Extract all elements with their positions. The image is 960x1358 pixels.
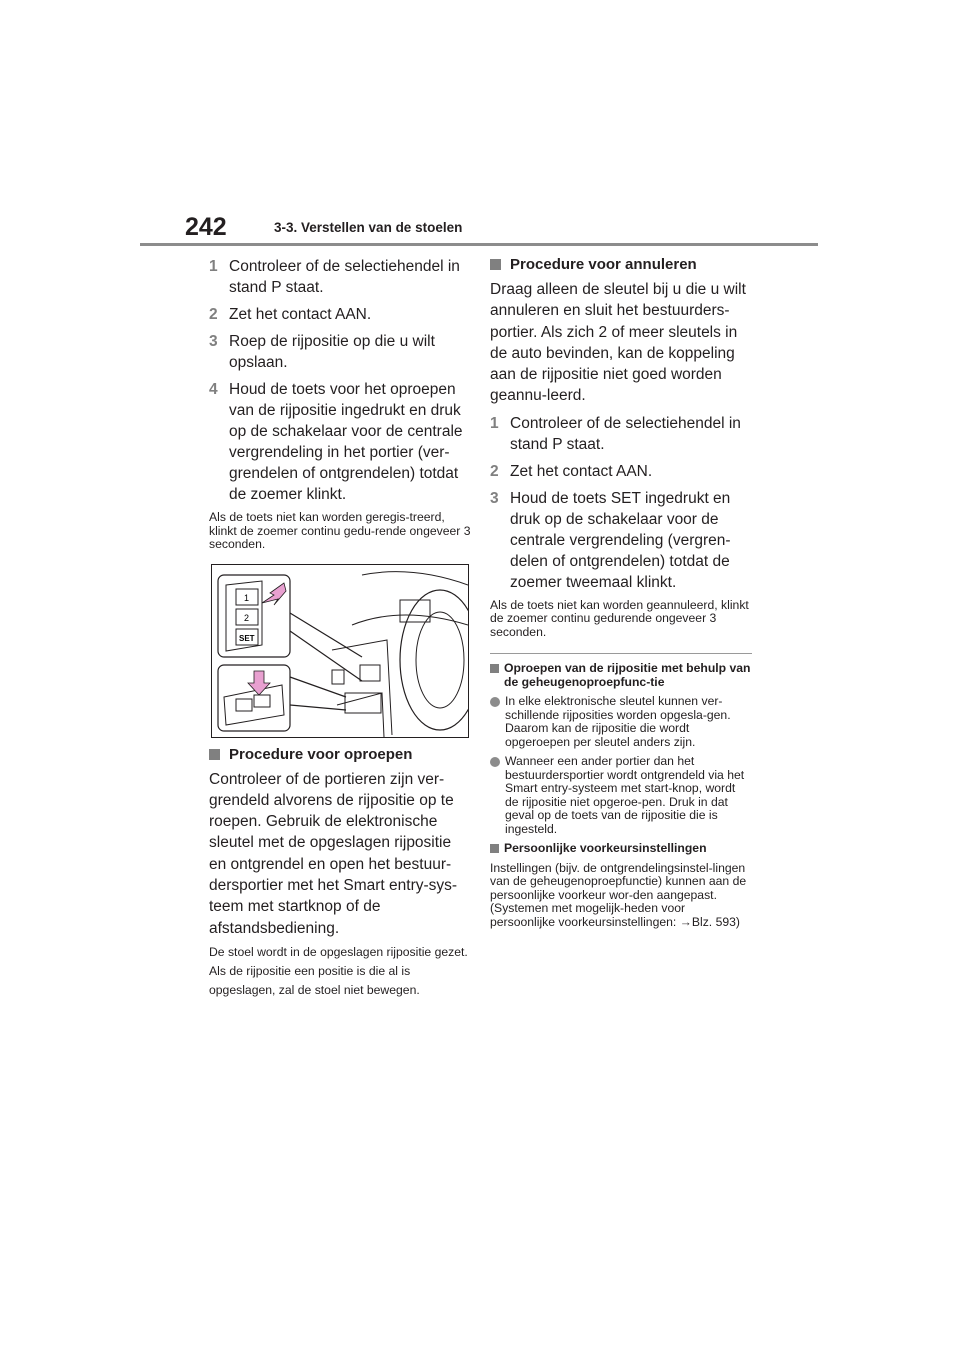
recall-heading-text: Procedure voor oproepen — [229, 745, 413, 763]
step-text: Controleer of de selectiehendel in stand P staat. — [510, 414, 741, 453]
recall-note: De stoel wordt in de opgeslagen rijpositie gezet. Als de rijpositie een positie is die al is opgeslagen, zal de stoel niet bewegen. — [209, 944, 468, 997]
step-text: Houd de toets voor het oproepen van de rijpositie ingedrukt en druk op de schakelaar voor de centrale vergrendeling in het portier (ver-grendelen of ontgrendelen) totdat de zoemer klinkt. — [229, 381, 463, 503]
step-3 — [209, 331, 471, 373]
register-note: Als de toets niet kan worden geregis-treerd, klinkt de zoemer continu gedu-rende ongeveer 3 seconden. — [209, 510, 471, 551]
square-bullet-icon — [490, 259, 501, 270]
step-number: 4 — [209, 381, 218, 398]
cancel-heading-text: Procedure voor annuleren — [510, 256, 697, 273]
cancel-paragraph: Draag alleen de sleutel bij u die u wilt annuleren en sluit het bestuurders-portier. Als zich 2 of meer sleutels in de auto bevinden, kan de koppeling aan de rijpositie niet goed worden geannu-leerd. — [490, 281, 746, 405]
bullet-item — [490, 695, 752, 749]
square-bullet-icon — [490, 844, 499, 853]
step-text: Roep de rijpositie op die u wilt opslaan. — [229, 333, 435, 371]
sub-heading-personal-settings — [490, 842, 752, 856]
step-2 — [209, 304, 471, 325]
left-column — [209, 256, 471, 1000]
step-number: 1 — [490, 414, 499, 432]
step-number: 2 — [490, 462, 499, 480]
circle-bullet-icon — [490, 757, 500, 767]
recall-heading — [209, 746, 471, 763]
square-bullet-icon — [490, 664, 499, 673]
recall-paragraph: Controleer of de portieren zijn ver-grendeld alvorens de rijpositie op te roepen. Gebruik de elektronische sleutel met de opgeslagen rijpositie en ontgrendel en open het bestuur-dersportier met het Smart entry-sys-teem met startknop of de afstandsbediening. — [209, 770, 458, 937]
step-text: Controleer of de selectiehendel in stand P staat. — [229, 258, 460, 296]
button-label-1: 1 — [244, 592, 250, 603]
bullet-text: Wanneer een ander portier dan het bestuurdersportier wordt ontgrendeld via het Smart entry-systeem met start-knop, wordt de rijpositie niet opgeroe-pen. Druk in dat geval op de toets van de rijpositie die is ingesteld. — [505, 754, 745, 836]
step-number: 3 — [490, 489, 499, 507]
lock-switch — [236, 699, 252, 711]
step-1 — [209, 256, 471, 298]
bullet-text: In elke elektronische sleutel kunnen ver-schillende rijposities worden opgesla-gen. Daarom kan de rijpositie die wordt opgeroepen per sleutel anders zijn. — [505, 694, 731, 749]
section-title: 3-3. Verstellen van de stoelen — [274, 220, 463, 235]
steering-wheel-shape — [400, 590, 468, 730]
sub-heading-text: Oproepen van de rijpositie met behulp van de geheugenoproepfunc-tie — [504, 661, 751, 689]
page-number: 242 — [185, 213, 227, 241]
cancel-step-2 — [490, 461, 752, 482]
sub-heading-text: Persoonlijke voorkeursinstellingen — [504, 841, 707, 856]
right-column — [490, 256, 752, 929]
header-rule — [140, 243, 818, 246]
illustration-svg — [212, 565, 468, 737]
step-4 — [209, 379, 471, 505]
cancel-step-1 — [490, 413, 752, 455]
circle-bullet-icon — [490, 697, 500, 707]
section-divider — [490, 653, 752, 654]
button-label-2: 2 — [244, 612, 250, 623]
cancel-note: Als de toets niet kan worden geannuleerd, klinkt de zoemer continu gedurende ongeveer 3 seconden. — [490, 597, 749, 639]
step-number: 3 — [209, 333, 218, 350]
step-text: Zet het contact AAN. — [510, 462, 653, 480]
unlock-switch — [254, 695, 270, 707]
sub-heading-recall-function — [490, 662, 752, 689]
step-text: Zet het contact AAN. — [229, 306, 372, 323]
button-label-set: SET — [239, 633, 255, 643]
cancel-heading — [490, 256, 752, 273]
bullet-item — [490, 755, 752, 836]
step-number: 2 — [209, 306, 218, 323]
cancel-step-3 — [490, 488, 752, 593]
step-text: Houd de toets SET ingedrukt en druk op de schakelaar voor de centrale vergrendeling (vergren-delen of ontgrendelen) totdat de zoemer tweemaal klinkt. — [510, 489, 731, 591]
memory-button-illustration — [211, 564, 469, 738]
square-bullet-icon — [209, 749, 220, 760]
step-number: 1 — [209, 258, 218, 275]
personal-settings-text: Instellingen (bijv. de ontgrendelingsinstel-lingen van de geheugenoproepfunctie) kunnen aan de persoonlijke voorkeur wor-den aangepast. (Systemen met mogelijk-heden voor persoonlijke voorkeursinstellingen: →Blz. 593) — [490, 860, 747, 929]
